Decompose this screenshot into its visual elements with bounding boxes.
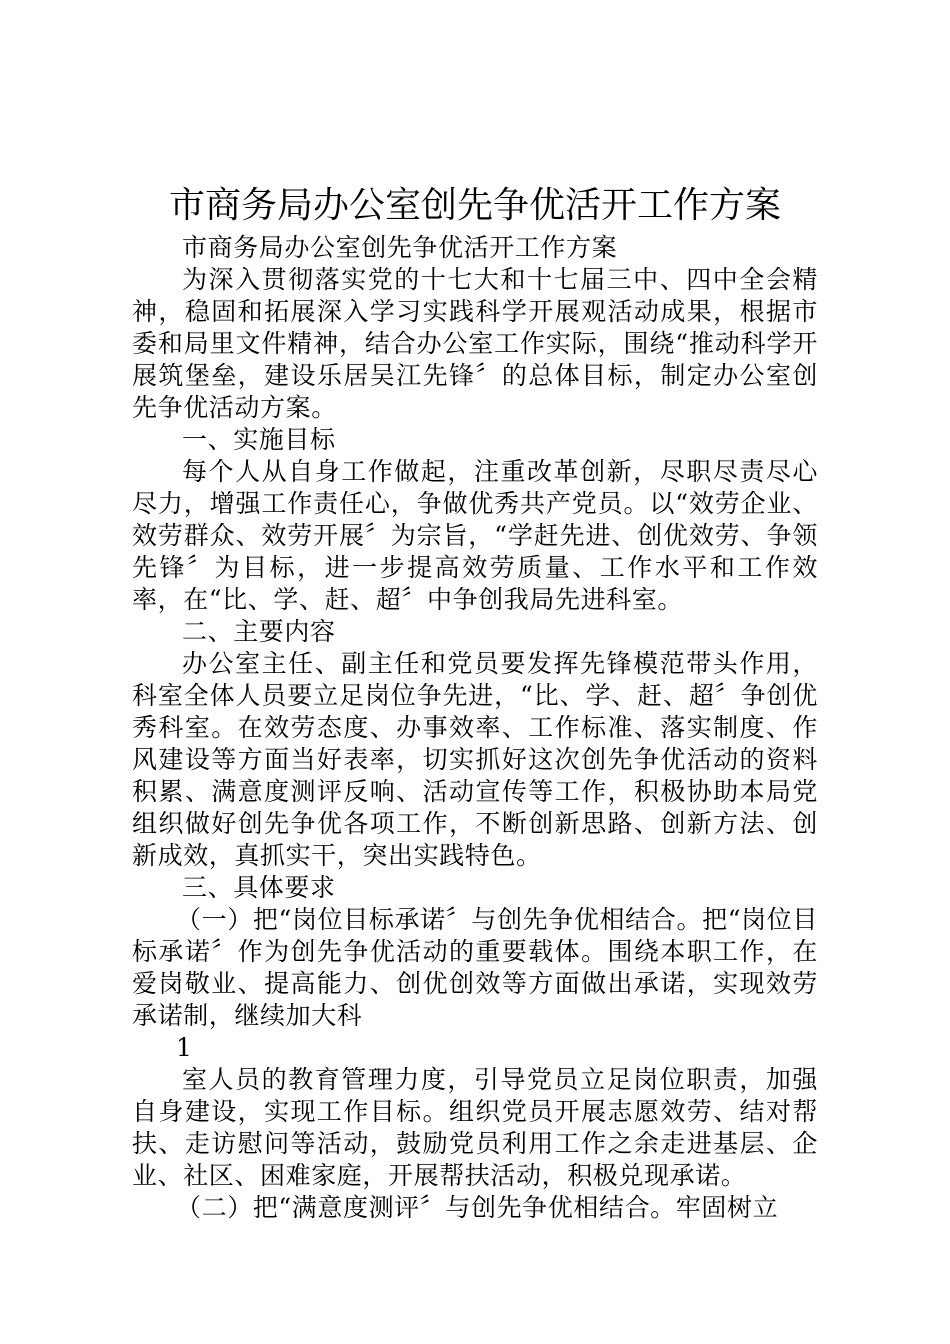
document-body — [132, 232, 818, 1224]
paragraph-goals: 每个人从自身工作做起，注重改革创新，尽职尽责尽心尽力，增强工作责任心，争做优秀共产党员。以“效劳企业、效劳群众、效劳开展〞为宗旨，“学赶先进、创优效劳、争领先锋〞为目标，进一步提高效劳质量、工作水平和工作效率，在“比、学、赶、超〞中争创我局先进科室。 — [132, 457, 818, 614]
paragraph-continued: 室人员的教育管理力度，引导党员立足岗位职责，加强自身建设，实现工作目标。组织党员开展志愿效劳、结对帮扶、走访慰问等活动，鼓励党员利用工作之余走进基层、企业、社区、困难家庭，开展帮扶活动，积极兑现承诺。 — [132, 1065, 818, 1190]
paragraph-subtitle: 市商务局办公室创先争优活开工作方案 — [182, 233, 618, 262]
paragraph-requirement-1: （一）把“岗位目标承诺〞与创先争优相结合。把“岗位目标承诺〞作为创先争优活动的重要载体。围绕本职工作，在爱岗敬业、提高能力、创优创效等方面做出承诺，实现效劳承诺制，继续加大科 — [132, 905, 818, 1030]
section-heading-1: 一、实施目标 — [182, 425, 336, 454]
document-title: 市商务局办公室创先争优活开工作方案 — [168, 185, 781, 226]
paragraph-intro: 为深入贯彻落实党的十七大和十七届三中、四中全会精神，稳固和拓展深入学习实践科学开展观活动成果，根据市委和局里文件精神，结合办公室工作实际，围绕“推动科学开展筑堡垒，建设乐居吴江先锋〞的总体目标，制定办公室创先争优活动方案。 — [132, 265, 818, 422]
section-heading-3: 三、具体要求 — [182, 873, 336, 902]
paragraph-requirement-2: （二）把“满意度测评〞与创先争优相结合。牢固树立 — [176, 1193, 779, 1222]
section-heading-2: 二、主要内容 — [182, 617, 336, 646]
paragraph-content: 办公室主任、副主任和党员要发挥先锋模范带头作用，科室全体人员要立足岗位争先进，“比、学、赶、超〞争创优秀科室。在效劳态度、办事效率、工作标准、落实制度、作风建设等方面当好表率，切实抓好这次创先争优活动的资料积累、满意度测评反响、活动宣传等工作，积极协助本局党组织做好创先争优各项工作，不断创新思路、创新方法、创新成效，真抓实干，突出实践特色。 — [132, 649, 818, 870]
page-number: 1 — [176, 1033, 193, 1062]
